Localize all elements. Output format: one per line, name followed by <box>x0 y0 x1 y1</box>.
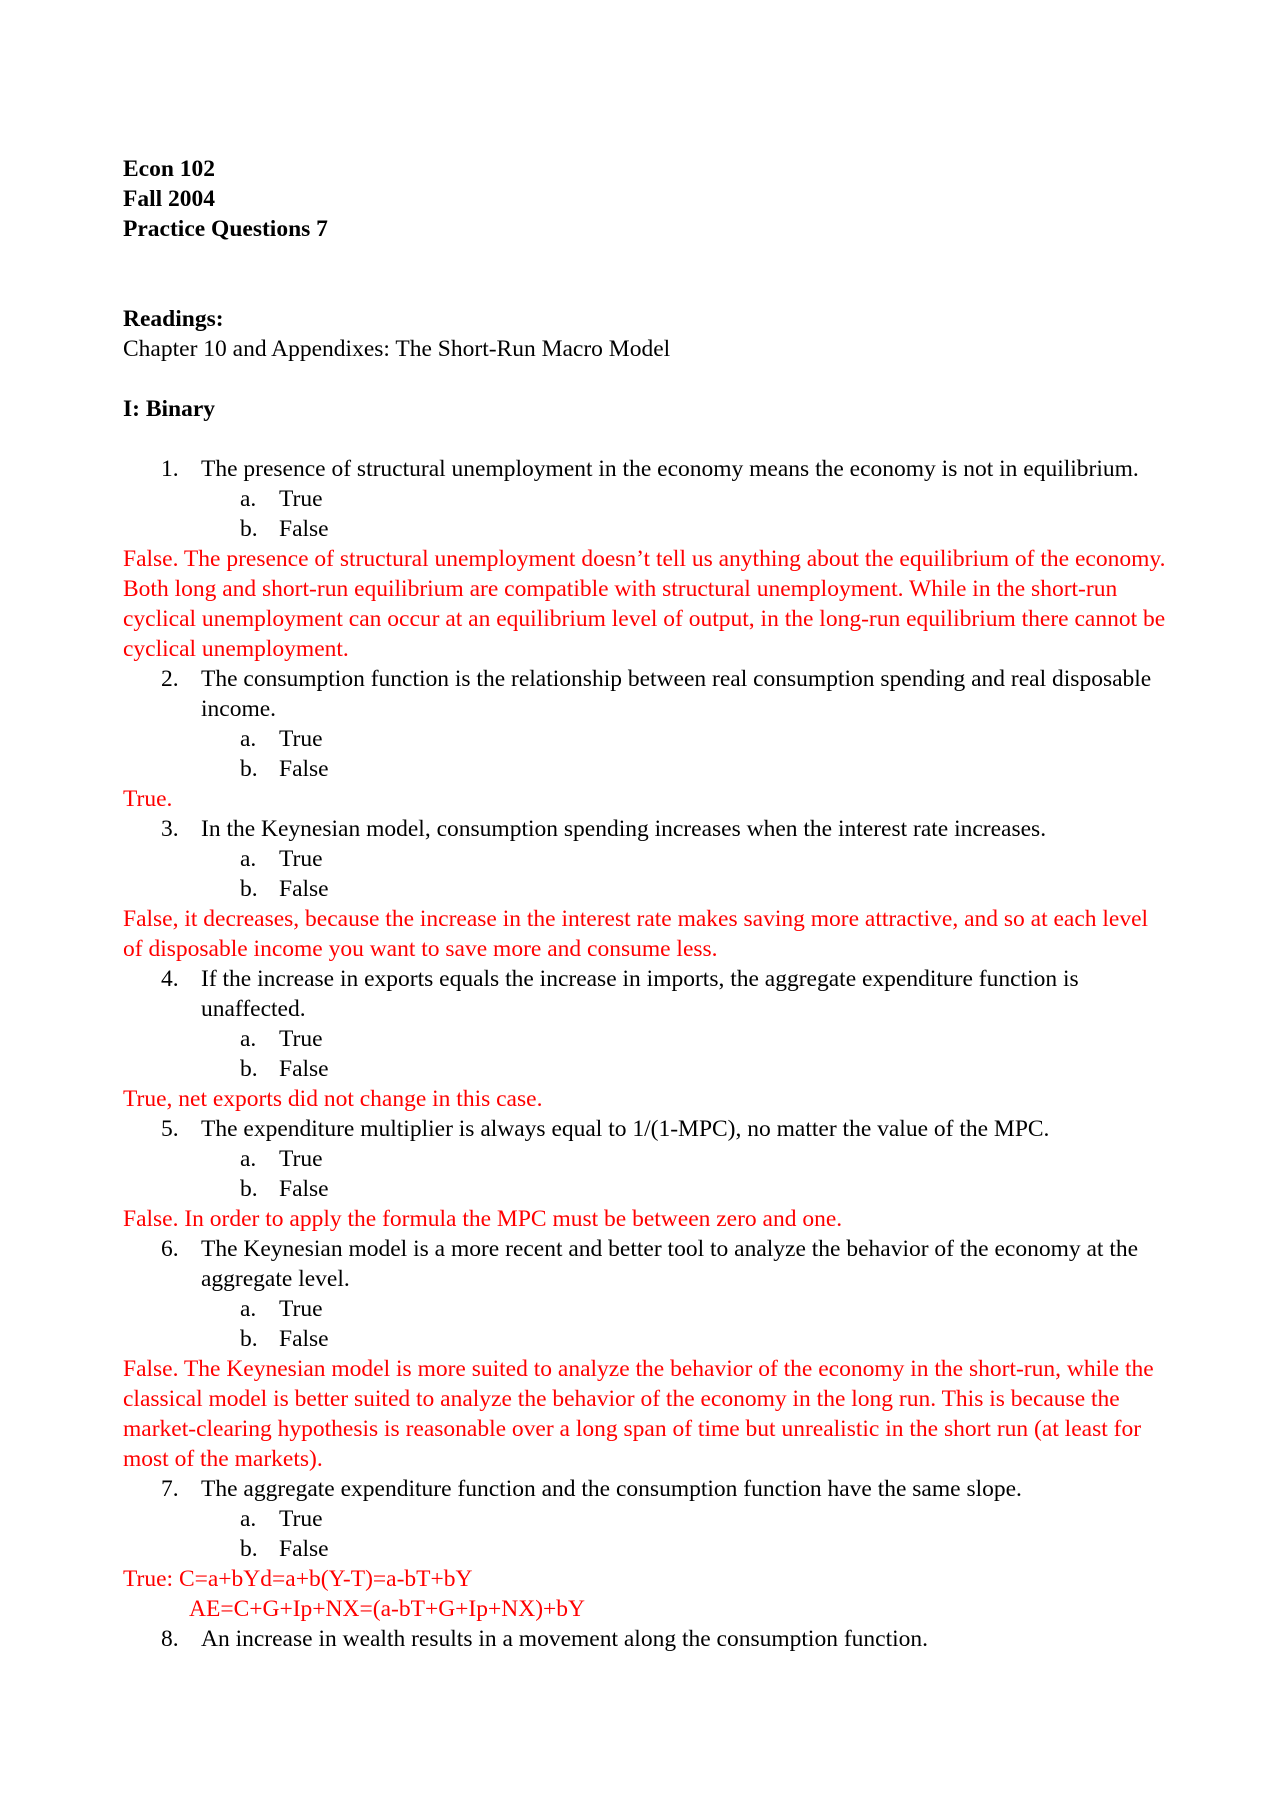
course-title: Econ 102 <box>123 156 216 182</box>
question-3 <box>123 814 1173 964</box>
option-true: True <box>279 1296 323 1322</box>
answer-text: False. The presence of structural unemployment doesn’t tell us anything about the equilibrium of the economy. Both long and short-run equilibrium are compatible with structural unemployment. While in the short-run cyclical unemployment can occur at an equilibrium level of output, in the long-run equilibrium there cannot be cyclical unemployment. <box>123 546 1166 662</box>
option-letter: a. <box>240 486 257 512</box>
option-letter: b. <box>240 1056 258 1082</box>
option-false: False <box>279 1056 329 1082</box>
readings-text: Chapter 10 and Appendixes: The Short-Run Macro Model <box>123 336 671 362</box>
option-false: False <box>279 1176 329 1202</box>
option-true: True <box>279 1146 323 1172</box>
option-letter: a. <box>240 1506 257 1532</box>
option-letter: b. <box>240 1326 258 1352</box>
option-false: False <box>279 1326 329 1352</box>
option-letter: a. <box>240 846 257 872</box>
question-number: 1. <box>161 456 179 482</box>
answer-text: False, it decreases, because the increase in the interest rate makes saving more attractive, and so at each level of disposable income you want to save more and consume less. <box>123 906 1149 962</box>
question-text: If the increase in exports equals the increase in imports, the aggregate expenditure function is unaffected. <box>201 966 1079 1022</box>
question-text: The consumption function is the relationship between real consumption spending and real disposable income. <box>201 666 1152 722</box>
answer-equation-2: AE=C+G+Ip+NX=(a-bT+G+Ip+NX)+bY <box>189 1596 585 1622</box>
question-2 <box>123 664 1173 814</box>
option-false: False <box>279 1536 329 1562</box>
section-title: I: Binary <box>123 396 216 422</box>
option-true: True <box>279 486 323 512</box>
term: Fall 2004 <box>123 186 216 212</box>
question-6 <box>123 1234 1173 1474</box>
option-true: True <box>279 846 323 872</box>
question-number: 3. <box>161 816 179 842</box>
option-true: True <box>279 726 323 752</box>
option-letter: a. <box>240 1146 257 1172</box>
question-number: 7. <box>161 1476 179 1502</box>
readings-label: Readings: <box>123 306 224 332</box>
option-true: True <box>279 1506 323 1532</box>
answer-text: False. The Keynesian model is more suited to analyze the behavior of the economy in the short-run, while the classical model is better suited to analyze the behavior of the economy in the long run. This is because the market-clearing hypothesis is reasonable over a long span of time but unrealistic in the short run (at least for most of the markets). <box>123 1356 1154 1472</box>
option-letter: b. <box>240 756 258 782</box>
question-4 <box>123 964 1173 1114</box>
question-number: 8. <box>161 1626 179 1652</box>
option-false: False <box>279 516 329 542</box>
question-number: 2. <box>161 666 179 692</box>
option-letter: a. <box>240 726 257 752</box>
question-8 <box>123 1624 1173 1654</box>
question-text: The aggregate expenditure function and the consumption function have the same slope. <box>201 1476 1022 1502</box>
option-letter: a. <box>240 1026 257 1052</box>
question-7 <box>123 1474 1173 1624</box>
option-letter: b. <box>240 1176 258 1202</box>
answer-text: True. <box>123 786 173 812</box>
option-letter: b. <box>240 516 258 542</box>
question-text: An increase in wealth results in a movement along the consumption function. <box>201 1626 929 1652</box>
question-text: The Keynesian model is a more recent and better tool to analyze the behavior of the economy at the aggregate level. <box>201 1236 1139 1292</box>
option-letter: b. <box>240 1536 258 1562</box>
option-false: False <box>279 876 329 902</box>
question-number: 4. <box>161 966 179 992</box>
option-letter: b. <box>240 876 258 902</box>
question-5 <box>123 1114 1173 1234</box>
question-text: In the Keynesian model, consumption spending increases when the interest rate increases. <box>201 816 1047 842</box>
question-1 <box>123 454 1173 664</box>
option-letter: a. <box>240 1296 257 1322</box>
answer-equation-1: True: C=a+bYd=a+b(Y-T)=a-bT+bY <box>123 1566 473 1592</box>
question-number: 5. <box>161 1116 179 1142</box>
question-text: The expenditure multiplier is always equal to 1/(1-MPC), no matter the value of the MPC. <box>201 1116 1050 1142</box>
answer-text: False. In order to apply the formula the MPC must be between zero and one. <box>123 1206 843 1232</box>
document-page <box>123 154 1173 1654</box>
question-number: 6. <box>161 1236 179 1262</box>
question-text: The presence of structural unemployment in the economy means the economy is not in equilibrium. <box>201 456 1139 482</box>
document-title: Practice Questions 7 <box>123 216 328 242</box>
answer-text: True, net exports did not change in this case. <box>123 1086 543 1112</box>
option-false: False <box>279 756 329 782</box>
option-true: True <box>279 1026 323 1052</box>
